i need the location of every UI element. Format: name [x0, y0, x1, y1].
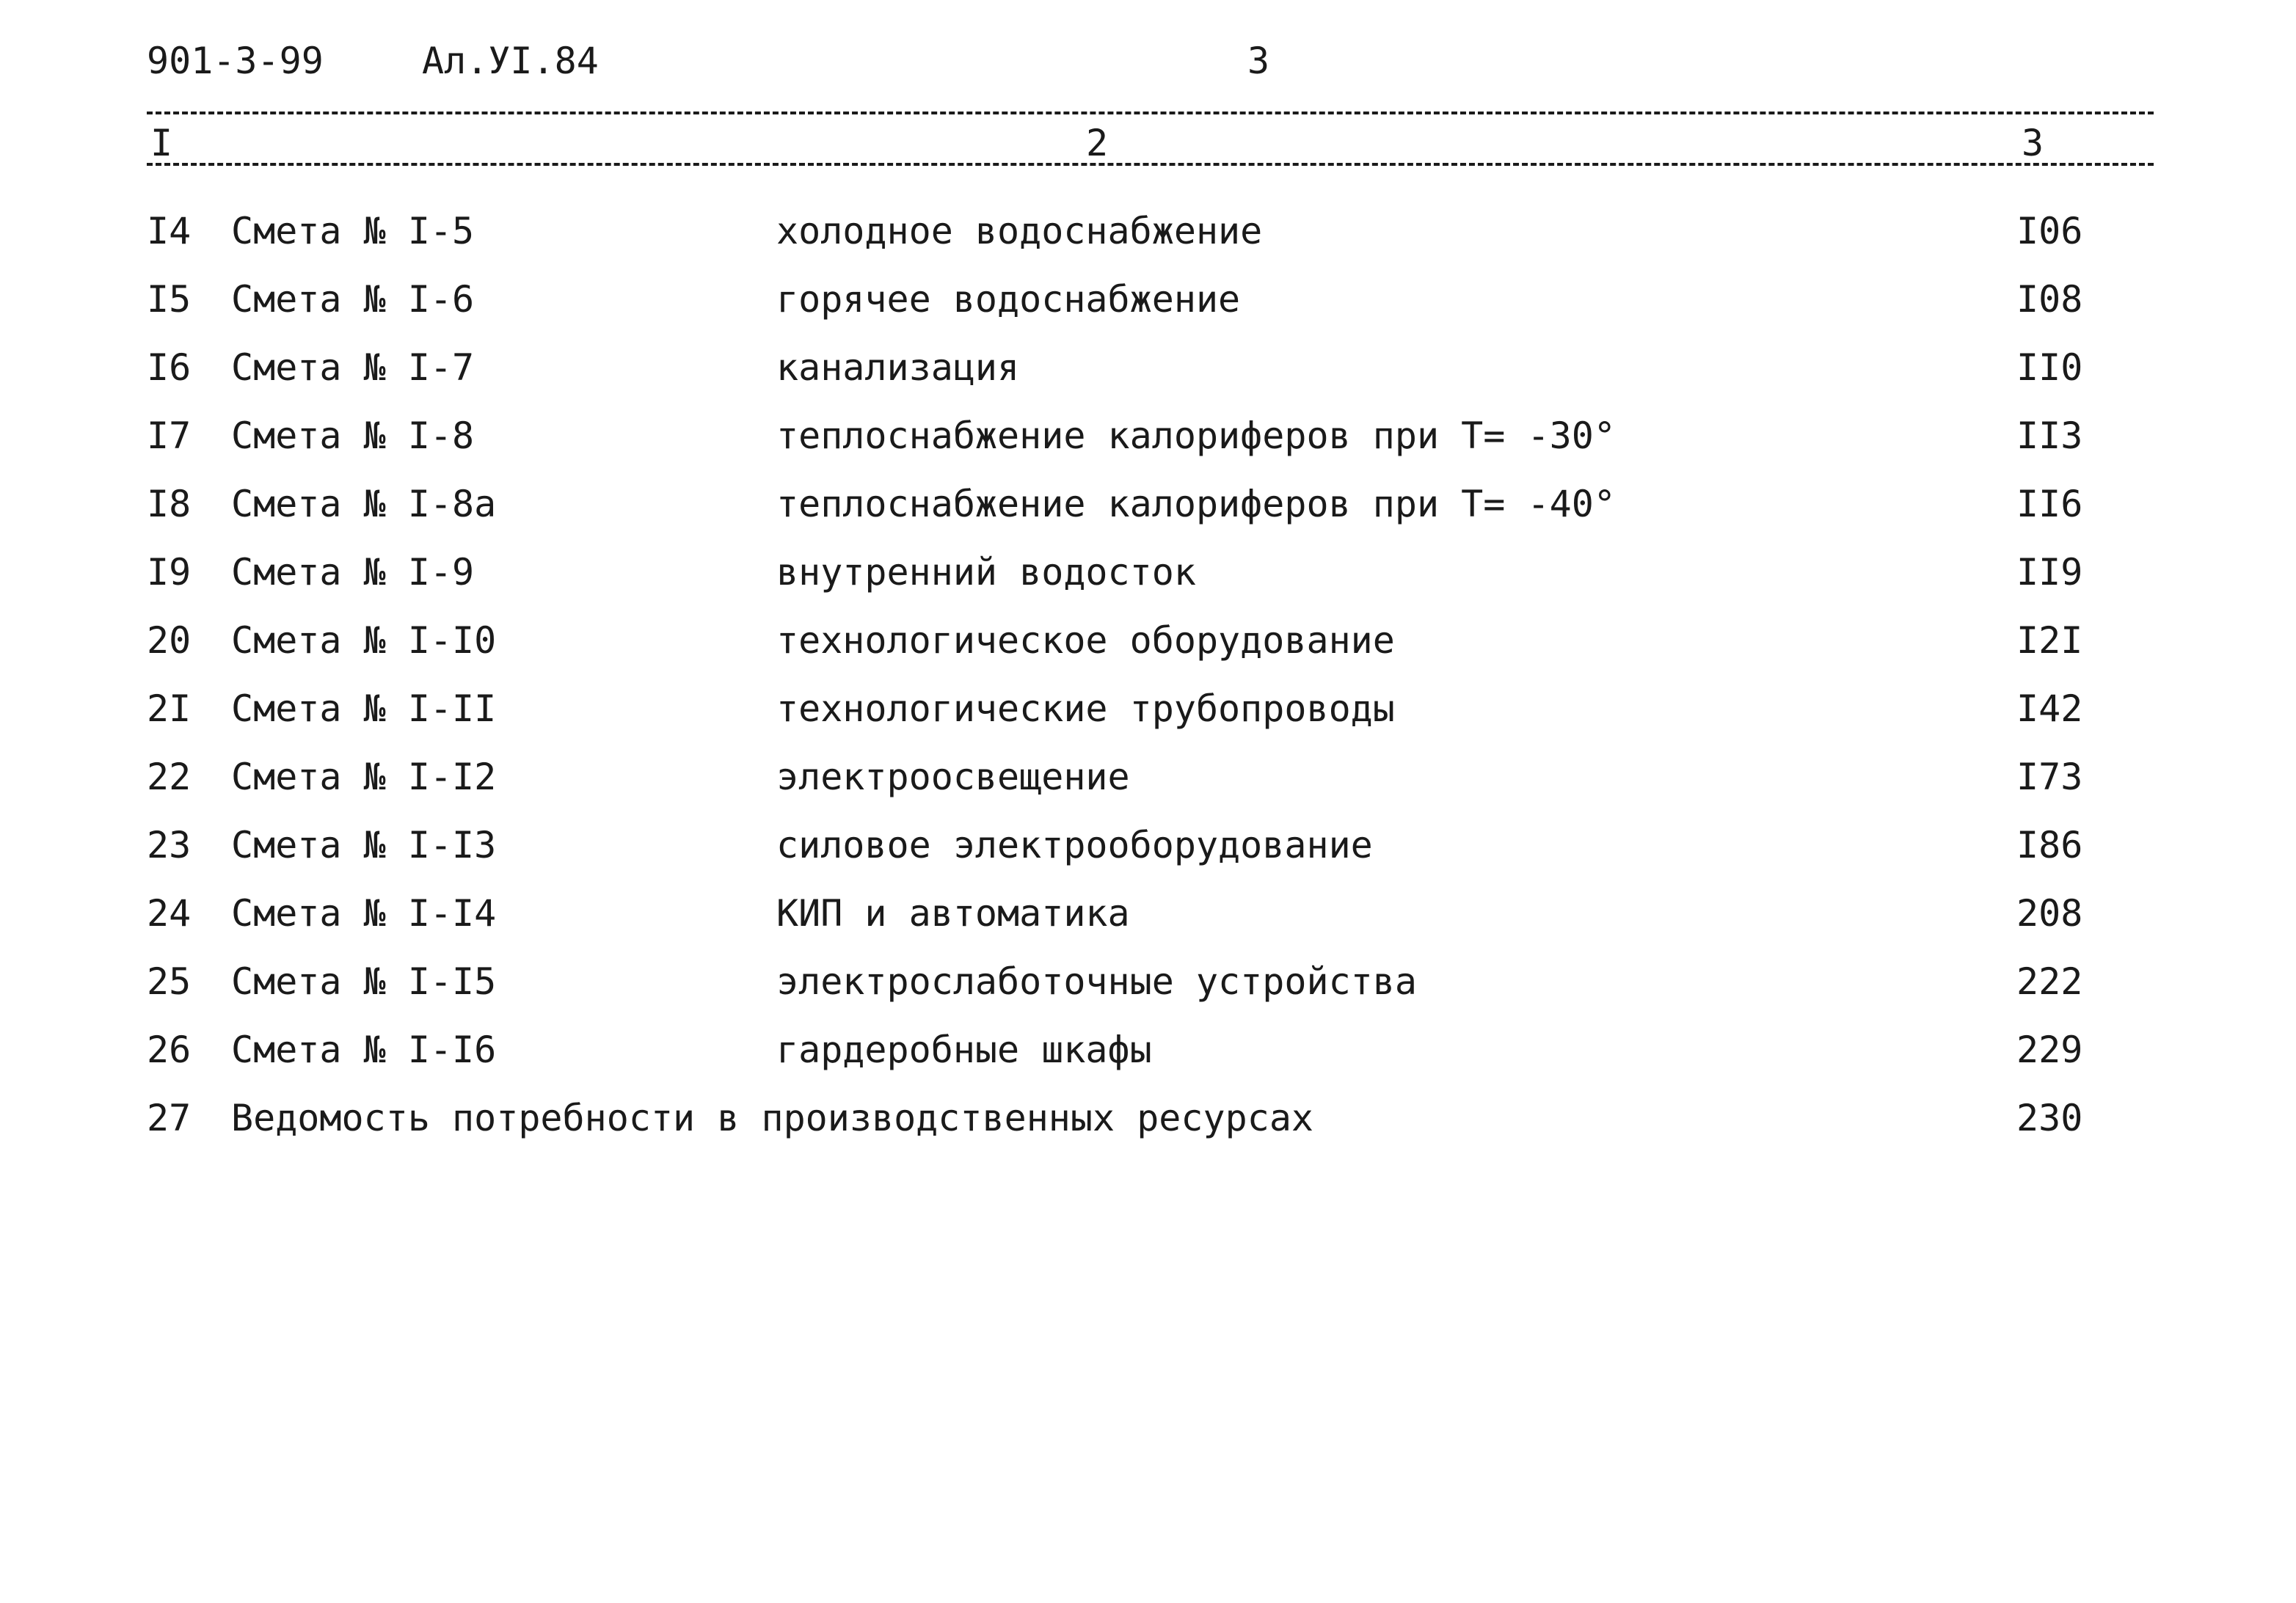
- row-page: 222: [2016, 960, 2083, 1003]
- row-description: горячее водоснабжение: [776, 278, 1241, 321]
- row-document: Смета № I-I5: [231, 960, 497, 1003]
- row-description: канализация: [776, 346, 1020, 389]
- row-number: 26: [147, 1029, 192, 1071]
- row-number: 23: [147, 824, 192, 866]
- doc-code: 901-3-99: [147, 40, 324, 82]
- row-description: технологические трубопроводы: [776, 687, 1395, 730]
- row-document: Смета № I-I6: [231, 1029, 497, 1071]
- row-number: I5: [147, 278, 192, 321]
- row-document: Смета № I-I4: [231, 892, 497, 935]
- row-page: II6: [2016, 483, 2083, 525]
- row-description: электрослаботочные устройства: [776, 960, 1417, 1003]
- table-row: [0, 819, 2296, 888]
- row-number: I7: [147, 415, 192, 457]
- sheet-label: Ал.УI.84: [422, 40, 599, 82]
- table-row: [0, 274, 2296, 342]
- row-document: Смета № I-8а: [231, 483, 497, 525]
- row-number: I8: [147, 483, 192, 525]
- row-document: Смета № I-9: [231, 551, 475, 594]
- row-document: Смета № I-I3: [231, 824, 497, 866]
- row-document: Смета № I-I2: [231, 756, 497, 798]
- row-number: 2I: [147, 687, 192, 730]
- table-row: [0, 205, 2296, 274]
- row-page: 208: [2016, 892, 2083, 935]
- table-row: [0, 888, 2296, 956]
- row-number: I9: [147, 551, 192, 594]
- row-description: теплоснабжение калориферов при Т= -30°: [776, 415, 1616, 457]
- row-description: КИП и автоматика: [776, 892, 1130, 935]
- row-page: I2I: [2016, 619, 2083, 662]
- row-number: 20: [147, 619, 192, 662]
- row-page: I73: [2016, 756, 2083, 798]
- row-page: II3: [2016, 415, 2083, 457]
- table-row: [0, 615, 2296, 683]
- table-row: [0, 683, 2296, 751]
- row-document: Смета № I-7: [231, 346, 475, 389]
- row-number: I4: [147, 210, 192, 252]
- row-page: I06: [2016, 210, 2083, 252]
- table-row: [0, 956, 2296, 1024]
- row-page: 229: [2016, 1029, 2083, 1071]
- row-document: Смета № I-I0: [231, 619, 497, 662]
- column-header-3: 3: [2022, 122, 2044, 164]
- row-description: гардеробные шкафы: [776, 1029, 1152, 1071]
- row-page: I42: [2016, 687, 2083, 730]
- page-number: 3: [1247, 40, 1270, 82]
- column-header-1: I: [150, 122, 173, 164]
- row-number: 24: [147, 892, 192, 935]
- row-page: 230: [2016, 1097, 2083, 1139]
- table-row-resources: [0, 1092, 2296, 1161]
- row-page: II9: [2016, 551, 2083, 594]
- table-header-rule: [147, 163, 2154, 166]
- table-top-rule: [147, 112, 2154, 114]
- row-document: Смета № I-5: [231, 210, 475, 252]
- row-document: Смета № I-8: [231, 415, 475, 457]
- row-document: Смета № I-II: [231, 687, 497, 730]
- row-document: Смета № I-6: [231, 278, 475, 321]
- row-description: теплоснабжение калориферов при Т= -40°: [776, 483, 1616, 525]
- row-number: 27: [147, 1097, 192, 1139]
- column-header-2: 2: [1086, 122, 1109, 164]
- table-row: [0, 410, 2296, 478]
- row-page: II0: [2016, 346, 2083, 389]
- table-row: [0, 1024, 2296, 1092]
- row-number: 22: [147, 756, 192, 798]
- table-row: [0, 478, 2296, 547]
- row-description: силовое электрооборудование: [776, 824, 1373, 866]
- row-document: Ведомость потребности в производственных ресурсах: [231, 1097, 1314, 1139]
- table-row: [0, 547, 2296, 615]
- row-description: холодное водоснабжение: [776, 210, 1263, 252]
- row-description: технологическое оборудование: [776, 619, 1395, 662]
- row-page: I08: [2016, 278, 2083, 321]
- table-row: [0, 751, 2296, 819]
- row-page: I86: [2016, 824, 2083, 866]
- row-description: внутренний водосток: [776, 551, 1196, 594]
- row-number: I6: [147, 346, 192, 389]
- row-description: электроосвещение: [776, 756, 1130, 798]
- table-row: [0, 342, 2296, 410]
- contents-table: [0, 205, 2296, 1161]
- row-number: 25: [147, 960, 192, 1003]
